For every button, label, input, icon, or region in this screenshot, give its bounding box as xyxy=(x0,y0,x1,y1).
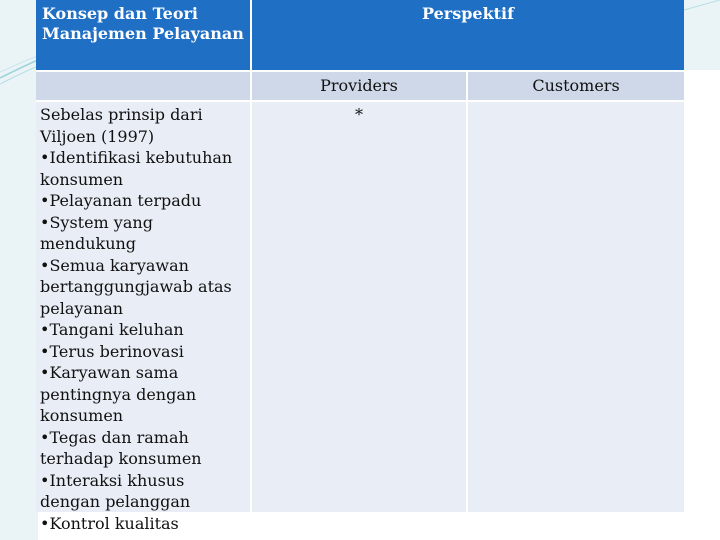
principle-item: •Identifikasi kebutuhan konsumen xyxy=(40,148,233,189)
principle-item: •Karyawan sama pentingnya dengan konsumen xyxy=(40,363,197,425)
perspective-table xyxy=(36,0,684,533)
principle-item: •Pelayanan terpadu xyxy=(40,191,202,210)
providers-content-cell xyxy=(252,102,466,512)
perspective-header-cell xyxy=(252,0,684,70)
providers-note: * xyxy=(355,105,363,124)
principle-item: •Tegas dan ramah terhadap konsumen xyxy=(40,427,202,468)
principle-item: •Interaksi khusus dengan pelanggan xyxy=(40,470,191,511)
providers-header-cell xyxy=(252,72,466,100)
principle-item: •Tangani keluhan xyxy=(40,320,184,339)
principle-item: •Semua karyawan bertanggungjawab atas pelayanan xyxy=(40,255,232,318)
concept-title: Konsep dan Teori Manajemen Pelayanan xyxy=(42,4,244,43)
concept-header-cell xyxy=(36,0,250,70)
principle-item: •Kontrol kualitas xyxy=(40,513,179,533)
principles-intro: Sebelas prinsip dari Viljoen (1997) xyxy=(40,105,203,146)
providers-label: Providers xyxy=(320,76,398,95)
customers-label: Customers xyxy=(532,76,620,95)
customers-header-cell xyxy=(468,72,684,100)
principle-item: •System yang mendukung xyxy=(40,212,153,253)
customers-content-cell xyxy=(468,102,684,512)
empty-subheader-cell xyxy=(36,72,250,100)
principles-cell xyxy=(36,102,250,533)
perspective-title: Perspektif xyxy=(421,4,515,23)
principle-item: •Terus berinovasi xyxy=(40,341,184,361)
